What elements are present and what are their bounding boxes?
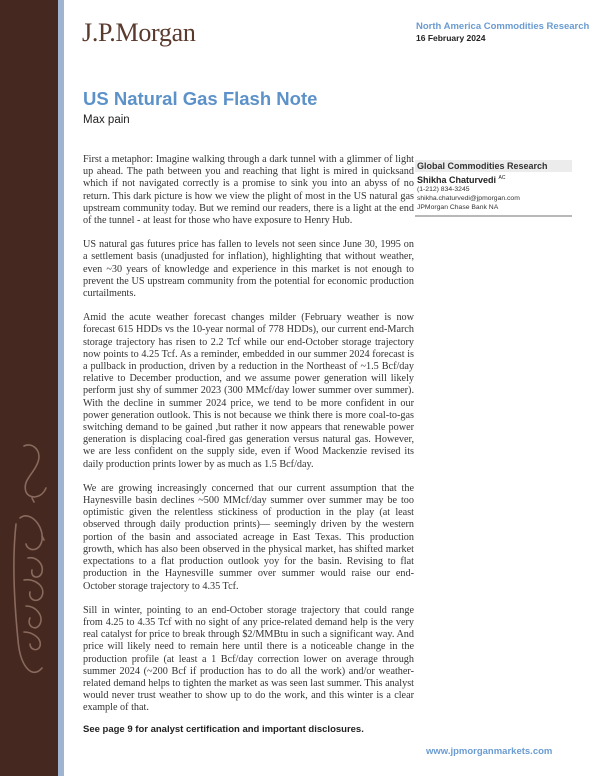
body-paragraph: Amid the acute weather forecast changes milder (February weather is now forecast 615 HDDs vs the 10-year normal of 778 HDDs), our current end-March storage trajectory has risen to 2.2 Tcf while our end-October storage trajectory now points to 4.25 Tcf. As a reminder, embedded in our summer 2024 forecast is a pullback in production, driven by a reduction in the Northeast of ~1.5 Bcf/day relative to December production, and we assume power generation will likely perform just shy of summer 2023 (300 MMcf/day lower summer over summer). With the decline in summer 2024 price, we tend to be more confident in our power generation outlook. This is not because we think there is more coal-to-gas switching demand to be gained ,but rather it now appears that renewable power generation is displacing coal-fired gas generation versus natural gas. However, we are less confident on the supply side, even if Wood Mackenzie revised its daily production prints lower by as much as 1.5 Bcf/day. — [83, 312, 414, 470]
report-body — [83, 154, 414, 727]
report-title: US Natural Gas Flash Note — [83, 88, 318, 109]
analyst-email[interactable]: shikha.chaturvedi@jpmorgan.com — [417, 195, 520, 202]
body-paragraph: We are growing increasingly concerned that our current assumption that the Haynesville basin declines ~500 MMcf/day summer over summer may be too optimistic given the relentless stickiness of production in the play (at least observed through daily production prints)— seemingly driven by the western portion of the basin and associated acreage in East Texas. This production growth, which has also been observed in the physical market, has shifted market expectations to a flat production outlook yoy for the basin. Revising to flat production in the Haynesville summer over summer would raise our end-October storage trajectory to 4.35 Tcf. — [83, 482, 414, 592]
analyst-certification-mark: AC — [498, 175, 506, 181]
analyst-name — [415, 175, 572, 185]
body-paragraph: US natural gas futures price has fallen to levels not seen since June 30, 1995 on a settlement basis (unadjusted for inflation), highlighting that without weather, even ~30 years of knowledge and experience in this market is not enough to prevent the US upstream community from the potential for economic production curtailments. — [83, 239, 414, 300]
brand-stripe — [58, 0, 64, 776]
analyst-phone: (1-212) 834-3245 — [417, 186, 470, 193]
analyst-divider — [415, 215, 572, 217]
jpmorgan-signature-icon — [2, 440, 58, 690]
footer-url-link[interactable]: www.jpmorganmarkets.com — [426, 746, 553, 757]
report-subtitle: Max pain — [83, 114, 130, 126]
analyst-group: Global Commodities Research — [415, 160, 572, 172]
report-header — [416, 21, 596, 43]
analyst-name-text: Shikha Chaturvedi — [417, 175, 497, 185]
report-date: 16 February 2024 — [416, 33, 486, 43]
jpmorgan-logo: J.P.Morgan — [82, 18, 196, 47]
body-paragraph: Sill in winter, pointing to an end-October storage trajectory that could range from 4.25 to 4.35 Tcf with no sight of any price-related demand help is the very real catalyst for price to break through $2/MMBtu in such a significant way. And price will likely need to remain here until there is a noticeable change in the production profile (at least a 1 Bcf/day correction lower on average through summer 2024 (~200 Bcf if production has to do all the work) and/or weather-related demand helps to tighten the market as was seen last summer. This analyst would never trust weather to show up to do the work, and this winter is a clear example of that. — [83, 604, 414, 714]
disclosure-note: See page 9 for analyst certification and important disclosures. — [83, 724, 364, 735]
research-division: North America Commodities Research — [416, 21, 590, 32]
brand-sidebar — [0, 0, 58, 776]
body-paragraph: First a metaphor: Imagine walking through a dark tunnel with a glimmer of light up ahead. The path between you and reaching that light is mired in quicksand which if not navigated correctly is a promise to sink you into an abyss of no return. This dark picture is how we view the plight of most in the US natural gas upstream community today. But we remind our readers, there is a light at the end of the tunnel - at least for those who have exposure to Henry Hub. — [83, 154, 414, 227]
analyst-entity: JPMorgan Chase Bank NA — [417, 204, 499, 211]
analyst-contact-box — [415, 160, 572, 217]
